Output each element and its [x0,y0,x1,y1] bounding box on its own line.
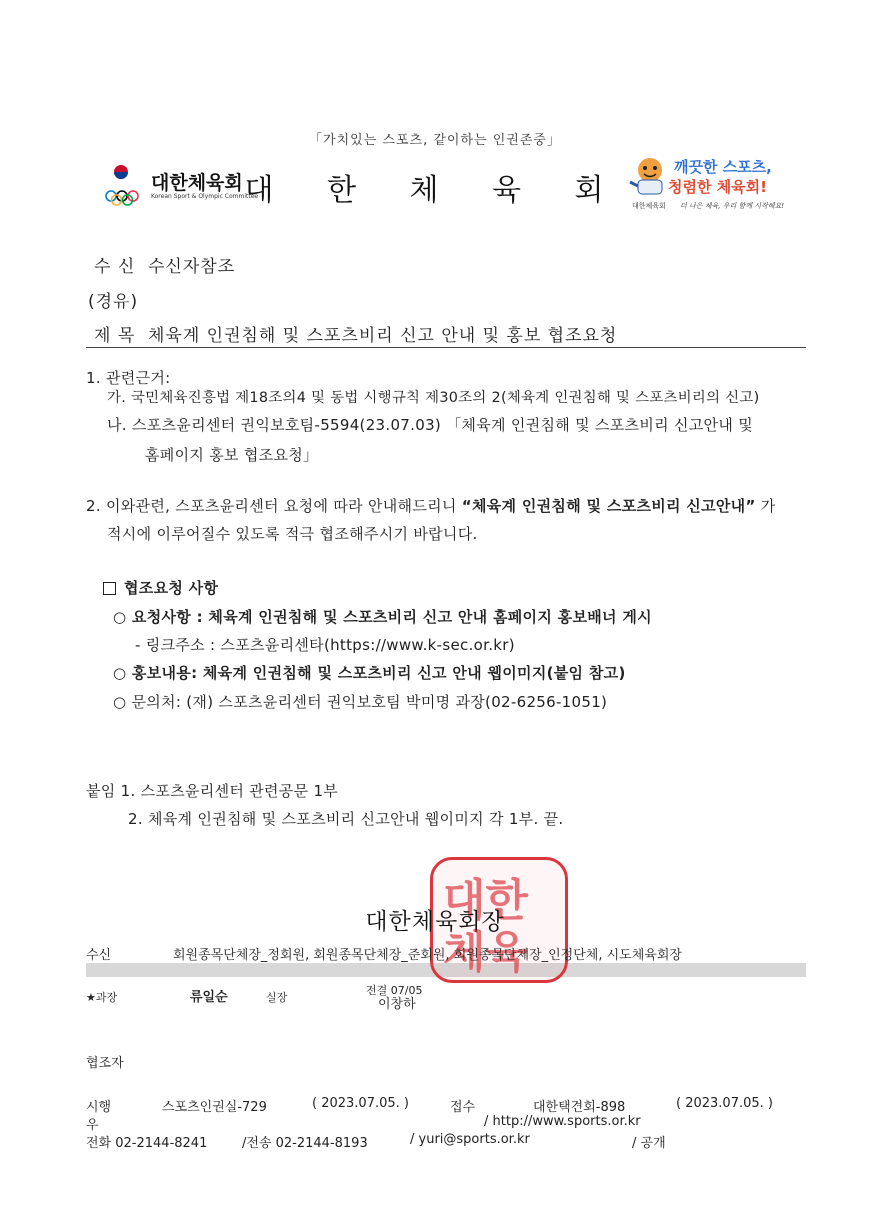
logo-right-tagline: 더 나은 체육, 우리 함께 시작해요! [680,202,785,210]
recv-date: ( 2023.07.05. ) [676,1096,773,1111]
exec-label: 시행 [86,1100,112,1115]
email-link[interactable]: / yuri@sports.or.kr [410,1132,530,1147]
distribution-value: 회원종목단체장_정회원, 회원종목단체장_준회원, 회원종목단체장_인정단체, 시도체육회장 [173,948,682,963]
phone: 전화 02-2144-8241 [86,1136,208,1151]
org-title: 대 한 체 육 회 [244,173,626,208]
item2-line2: 적시에 이루어질수 있도록 적극 협조해주시기 바랍니다. [107,525,478,543]
approval-chief-name: 이창하 [378,997,416,1012]
exec-date: ( 2023.07.05. ) [312,1096,409,1111]
exec-value: 스포츠인권실-729 [162,1100,267,1115]
item2-line1-c: 가 [755,497,776,515]
subject-value: 체육계 인권침해 및 스포츠비리 신고 안내 및 홍보 협조요청 [148,326,618,346]
logo-right-mini: 대한체육회 [632,202,666,210]
item1-b2: 홈페이지 홍보 협조요청」 [145,446,319,464]
subject-label: 제 목 [94,326,136,346]
item2-line1 [86,495,775,516]
via-label: (경유) [88,292,139,312]
approval-star-name: 류일순 [190,990,228,1005]
approval-decision: 전결 07/05 [366,984,423,997]
logo-right-line1: 깨끗한 스포츠, [674,158,772,176]
coop-request: ○ 요청사항 : 체육계 인권침해 및 스포츠비리 신고 안내 홈페이지 홍보배너 게시 [113,608,652,626]
checkbox-icon [103,582,116,595]
item2-line1-a: 2. 이와관련, 스포츠윤리센터 요청에 따라 안내해드리니 [86,497,462,515]
approval-star-label: ★과장 [86,991,118,1004]
coop-promo: ○ 홍보내용: 체육계 인권침해 및 스포츠비리 신고 안내 웹이미지(붙임 참고) [113,664,626,682]
visibility: / 공개 [632,1136,666,1151]
coop-link: - 링크주소 : 스포츠윤리센타(https://www.k-sec.or.kr) [135,636,515,654]
clean-sports-logo [628,154,785,210]
coop-contact: ○ 문의처: (재) 스포츠윤리센터 권익보호팀 박미명 과장(02-6256-1051) [113,693,608,711]
seal-text-2: 체육 [443,927,529,978]
logo-right-line2: 청렴한 체육회! [668,178,768,196]
zip-label: 우 [86,1118,99,1133]
mascot-icon [628,154,672,200]
issuer-name: 대한체육회장 [365,909,505,935]
recipient-label: 수 신 [94,257,136,277]
slogan: 「가치있는 스포츠, 같이하는 인권존중」 [309,133,561,148]
header-divider [86,347,806,348]
attachment-1: 붙임 1. 스포츠윤리센터 관련공문 1부 [86,782,339,800]
cooperator-label: 협조자 [86,1056,124,1071]
seal-text-1: 대한 [443,875,529,926]
distribution-label: 수신 [86,948,112,963]
item1-b1: 나. 스포츠윤리센터 권익보호팀-5594(23.07.03) 「체육계 인권침해 및 스포츠비리 신고안내 및 [107,416,753,434]
approval-chief-label: 실장 [266,991,288,1004]
item2-line1-b: “체육계 인권침해 및 스포츠비리 신고안내” [461,497,756,515]
fax: /전송 02-2144-8193 [242,1136,368,1151]
logo-left-name: 대한체육회 [151,172,243,194]
website-link[interactable]: / http://www.sports.or.kr [484,1114,641,1129]
item1-a: 가. 국민체육진흥법 제18조의4 및 동법 시행규칙 제30조의 2(체육계 인권침해 및 스포츠비리의 신고) [107,390,760,406]
recv-label: 접수 [450,1100,476,1115]
logo-left-sub: Korean Sport & Olympic Committee [151,193,259,200]
recv-value: 대한택견회-898 [533,1100,626,1115]
attachment-2: 2. 체육계 인권침해 및 스포츠비리 신고안내 웹이미지 각 1부. 끝. [128,810,564,828]
coop-title: 협조요청 사항 [124,579,219,597]
coop-title-row [103,577,218,598]
recipient-value: 수신자참조 [148,257,236,277]
item1-title: 1. 관련근거: [86,369,171,387]
